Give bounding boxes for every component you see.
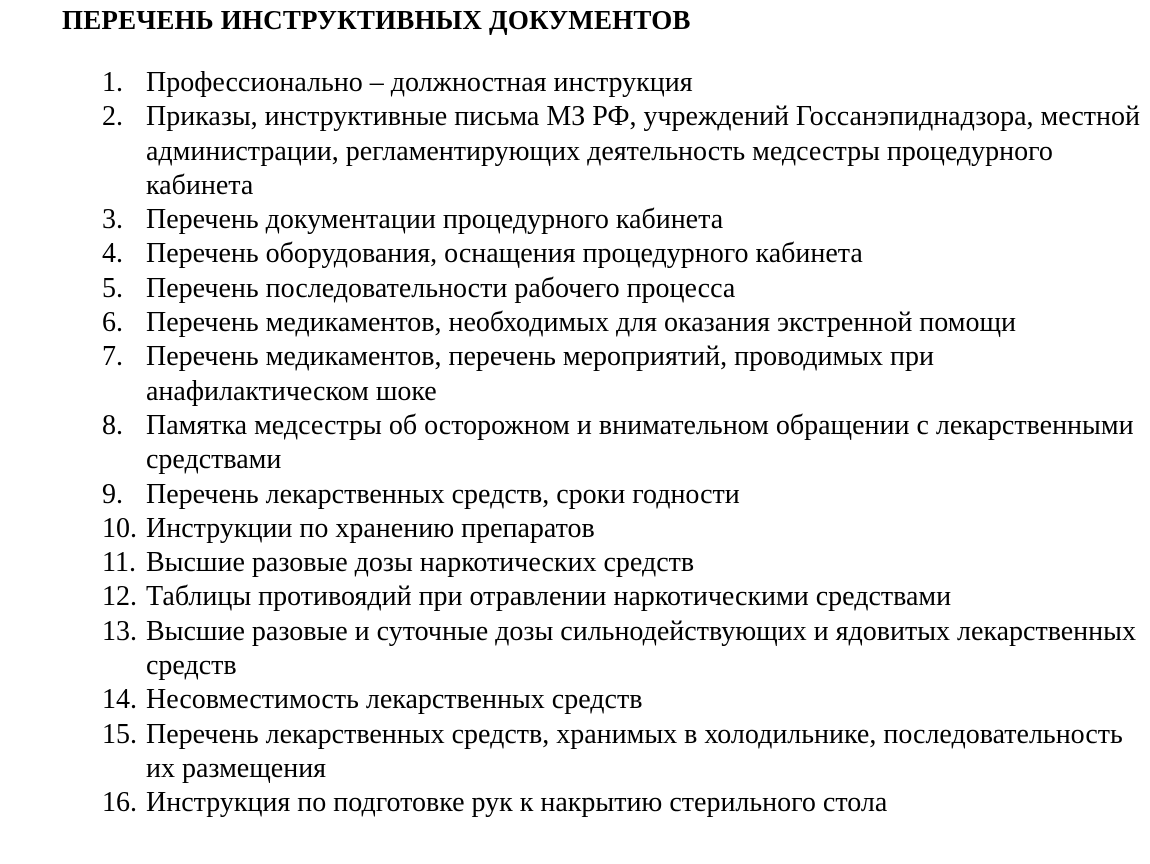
- list-item-number: 9.: [102, 478, 123, 510]
- list-item-number: 7.: [102, 341, 123, 373]
- list-item: [102, 615, 1142, 684]
- list-item-number: 10.: [102, 512, 137, 544]
- list-item-text: Перечень документации процедурного кабинета: [146, 204, 724, 236]
- list-item-text: Высшие разовые дозы наркотических средств: [146, 547, 695, 579]
- list-item-text: Перечень последовательности рабочего процесса: [146, 272, 736, 304]
- list-item: [102, 237, 1142, 271]
- list-item-text: Перечень медикаментов, необходимых для оказания экстренной помощи: [146, 307, 1017, 339]
- list-item-text: Приказы, инструктивные письма МЗ РФ, учреждений Госсанэпиднадзора, местной администрации, регламентирующих деятельность медсестры процедурного кабинета: [146, 101, 1140, 201]
- list-item-number: 11.: [102, 547, 136, 579]
- list-item: [102, 512, 1142, 546]
- list-item: [102, 546, 1142, 580]
- list-item-number: 4.: [102, 238, 123, 270]
- list-item-text: Таблицы противоядий при отравлении наркотическими средствами: [146, 581, 952, 613]
- list-item: [102, 66, 1142, 100]
- list-item-text: Перечень медикаментов, перечень мероприятий, проводимых при анафилактическом шоке: [146, 341, 935, 407]
- list-item: [102, 203, 1142, 237]
- list-item-number: 5.: [102, 272, 123, 304]
- list-item-number: 12.: [102, 581, 137, 613]
- list-item-text: Перечень лекарственных средств, сроки годности: [146, 478, 740, 510]
- list-item-number: 3.: [102, 204, 123, 236]
- list-item-text: Памятка медсестры об осторожном и внимательном обращении с лекарственными средствами: [146, 409, 1134, 476]
- list-item-number: 15.: [102, 718, 137, 750]
- list-item-text: Профессионально – должностная инструкция: [146, 67, 693, 98]
- list-item: [102, 718, 1142, 787]
- list-item: [102, 580, 1142, 614]
- list-item: [102, 272, 1142, 306]
- list-item: [102, 683, 1142, 717]
- list-item-number: 8.: [102, 409, 123, 441]
- list-item-number: 14.: [102, 684, 137, 716]
- list-item: [102, 786, 1142, 820]
- list-item-number: 6.: [102, 307, 123, 339]
- document-title: ПЕРЕЧЕНЬ ИНСТРУКТИВНЫХ ДОКУМЕНТОВ: [62, 5, 691, 35]
- list-item-number: 16.: [102, 787, 137, 819]
- instruction-documents-list: [102, 66, 1142, 821]
- list-item-number: 2.: [102, 101, 123, 133]
- list-item: [102, 340, 1142, 409]
- list-item: [102, 100, 1142, 203]
- list-item-text: Перечень лекарственных средств, хранимых в холодильнике, последовательность их размещения: [146, 718, 1123, 784]
- list-item: [102, 306, 1142, 340]
- list-item-text: Высшие разовые и суточные дозы сильнодействующих и ядовитых лекарственных средств: [146, 615, 1136, 682]
- list-item-text: Перечень оборудования, оснащения процедурного кабинета: [146, 238, 863, 270]
- list-item: [102, 409, 1142, 478]
- list-item-text: Несовместимость лекарственных средств: [146, 684, 643, 716]
- list-item-text: Инструкции по хранению препаратов: [146, 512, 595, 544]
- list-item-text: Инструкция по подготовке рук к накрытию стерильного стола: [146, 787, 888, 819]
- list-item-number: 1.: [102, 67, 123, 98]
- list-item: [102, 478, 1142, 512]
- list-item-number: 13.: [102, 615, 137, 647]
